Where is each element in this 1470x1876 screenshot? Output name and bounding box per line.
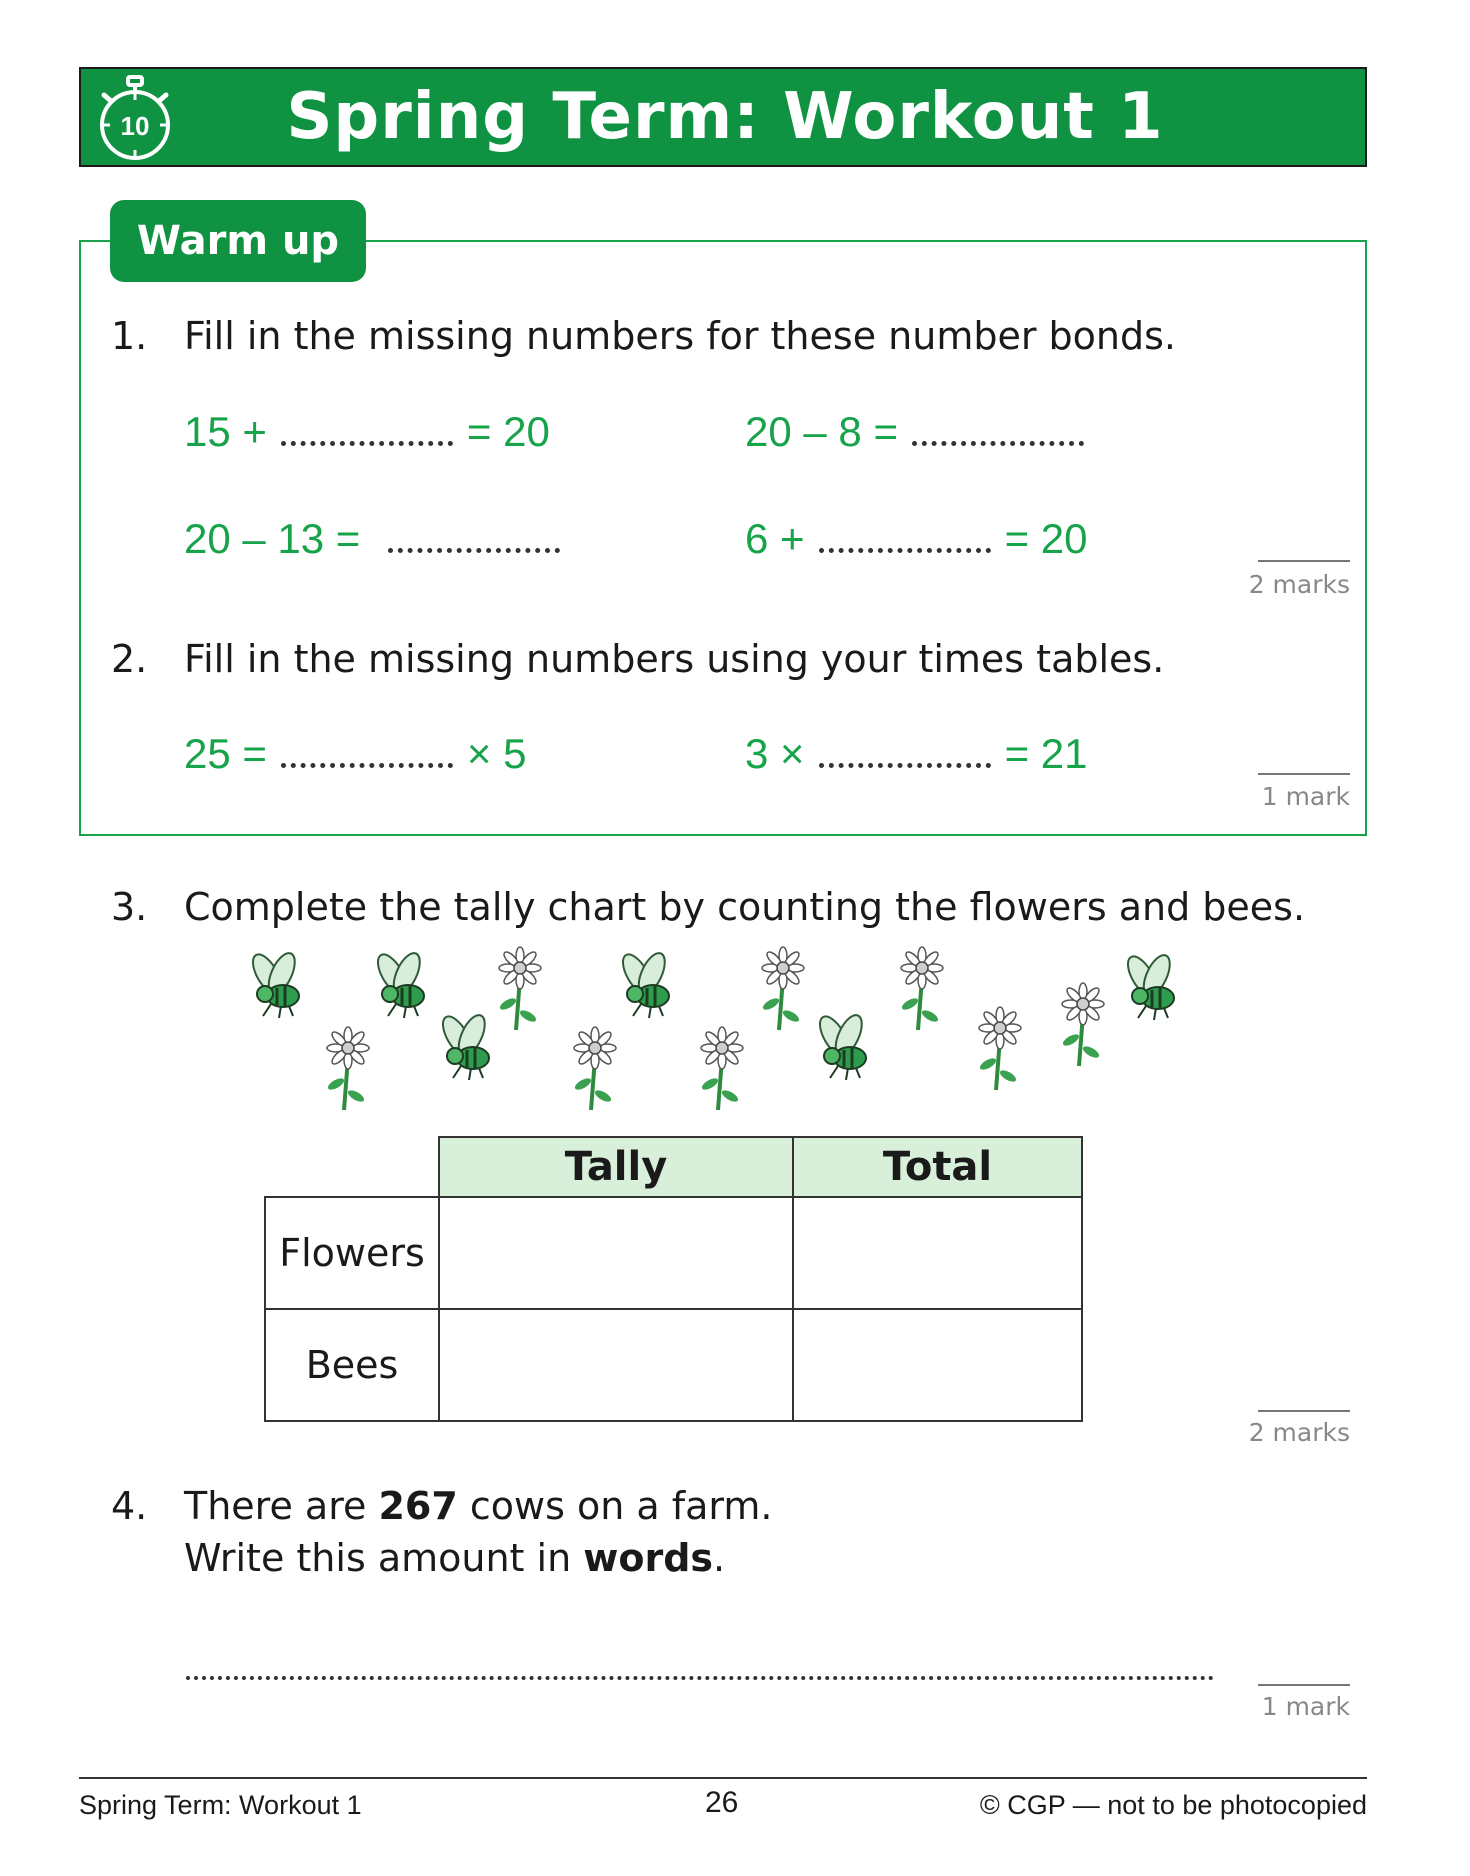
equation-1d-left: 6 + <box>745 515 805 562</box>
bee-icon <box>617 949 670 1018</box>
question-4-word-bold: words <box>583 1536 714 1580</box>
question-2-number: 2. <box>111 637 148 681</box>
flowers-tally-cell[interactable] <box>439 1197 793 1309</box>
answer-blank-1c[interactable] <box>388 538 560 553</box>
answer-blank-1d[interactable] <box>819 538 991 553</box>
tally-column-header: Tally <box>439 1137 793 1197</box>
equation-2a-left: 25 = <box>184 730 267 777</box>
footer-section-title: Spring Term: Workout 1 <box>79 1790 362 1820</box>
marks-divider-3 <box>1258 1410 1350 1412</box>
equation-2a-right: × 5 <box>466 730 527 777</box>
equation-2b-left: 3 × <box>745 730 805 777</box>
flower-icon <box>1061 983 1104 1066</box>
question-3-number: 3. <box>111 885 148 929</box>
bees-tally-cell[interactable] <box>439 1309 793 1421</box>
question-4-line-2-end: . <box>713 1536 726 1580</box>
question-3-text: Complete the tally chart by counting the flowers and bees. <box>184 885 1306 929</box>
answer-blank-2b[interactable] <box>819 753 991 768</box>
equation-2a <box>184 730 526 778</box>
equation-1d-right: = 20 <box>1004 515 1088 562</box>
question-4-line-1 <box>184 1484 772 1528</box>
marks-label-2: 1 mark <box>1261 782 1350 811</box>
equation-2b-right: = 21 <box>1004 730 1088 777</box>
equation-1c <box>184 515 574 563</box>
flowers-and-bees-illustration <box>230 940 1210 1110</box>
answer-blank-1a[interactable] <box>281 431 453 446</box>
question-4-line-1-end: cows on a farm. <box>457 1484 773 1528</box>
page-number: 26 <box>705 1786 739 1819</box>
marks-label-3: 2 marks <box>1248 1418 1350 1447</box>
equation-1b <box>745 408 1098 456</box>
bee-icon <box>372 949 425 1018</box>
total-column-header: Total <box>793 1137 1082 1197</box>
bee-icon <box>1122 951 1175 1020</box>
equation-1a <box>184 408 550 456</box>
question-4-number-bold: 267 <box>378 1484 458 1528</box>
answer-blank-2a[interactable] <box>281 753 453 768</box>
equation-2b <box>745 730 1087 778</box>
equation-1a-right: = 20 <box>466 408 550 455</box>
row-label-bees: Bees <box>265 1309 439 1421</box>
flower-icon <box>900 947 943 1030</box>
flower-icon <box>573 1027 616 1110</box>
bees-total-cell[interactable] <box>793 1309 1082 1421</box>
header-banner <box>79 67 1367 167</box>
answer-blank-1b[interactable] <box>912 431 1084 446</box>
equation-1d <box>745 515 1087 563</box>
bee-icon <box>814 1011 867 1080</box>
equation-1a-left: 15 + <box>184 408 267 455</box>
answer-line-4[interactable] <box>186 1668 1214 1680</box>
row-label-flowers: Flowers <box>265 1197 439 1309</box>
warm-up-label: Warm up <box>110 200 366 282</box>
flower-icon <box>978 1007 1021 1090</box>
timer-minutes: 10 <box>120 111 150 141</box>
marks-label-4: 1 mark <box>1261 1692 1350 1721</box>
flower-icon <box>498 947 541 1030</box>
flower-icon <box>700 1027 743 1110</box>
marks-divider-4 <box>1258 1684 1350 1686</box>
footer-divider <box>79 1777 1367 1779</box>
bee-icon <box>247 949 300 1018</box>
bee-icon <box>437 1011 490 1080</box>
marks-divider-1 <box>1258 560 1350 562</box>
question-1-text: Fill in the missing numbers for these number bonds. <box>184 314 1176 358</box>
equation-1b-left: 20 – 8 = <box>745 408 898 455</box>
question-4-line-2 <box>184 1536 725 1580</box>
flower-icon <box>326 1027 369 1110</box>
flowers-total-cell[interactable] <box>793 1197 1082 1309</box>
marks-label-1: 2 marks <box>1248 570 1350 599</box>
copyright-notice: © CGP — not to be photocopied <box>979 1790 1367 1820</box>
page-title: Spring Term: Workout 1 <box>286 80 1164 154</box>
equation-1c-left: 20 – 13 = <box>184 515 361 562</box>
question-4-number: 4. <box>111 1484 148 1528</box>
table-corner <box>265 1137 439 1197</box>
question-4-line-2-text: Write this amount in <box>184 1536 584 1580</box>
question-1-number: 1. <box>111 314 148 358</box>
marks-divider-2 <box>1258 773 1350 775</box>
tally-chart-table <box>264 1136 1083 1422</box>
question-2-text: Fill in the missing numbers using your times tables. <box>184 637 1165 681</box>
flower-icon <box>761 947 804 1030</box>
question-4-line-1-text: There are <box>184 1484 379 1528</box>
